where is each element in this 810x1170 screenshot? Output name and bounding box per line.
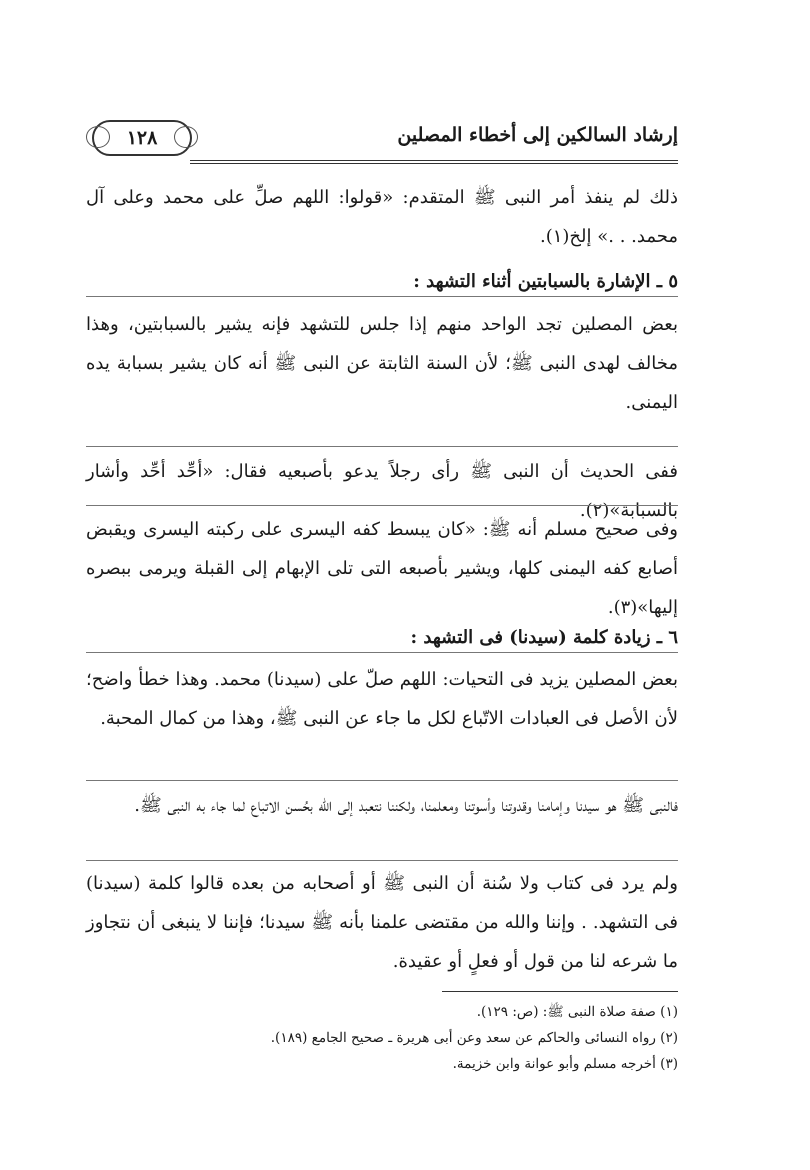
paragraph-7: ولم يرد فى كتاب ولا سُنة أن النبى ﷺ أو أصحابه من بعده قالوا كلمة (سيدنا) فى التشهد. . وإننا والله من مقتضى علمنا بأنه ﷺ سيدنا؛ فإننا لا ينبغى أن نتجاوز ما شرعه لنا من قول أو فعلٍ أو عقيدة. bbox=[86, 873, 678, 972]
page-header bbox=[92, 114, 678, 158]
header-rule bbox=[190, 160, 678, 164]
footnote-3: (٣) أخرجه مسلم وأبو عوانة وابن خزيمة. bbox=[452, 1056, 678, 1072]
paragraph-2: بعض المصلين تجد الواحد منهم إذا جلس للتشهد فإنه يشير بالسبابتين، وهذا مخالف لهدى النبى ﷺ؛ لأن السنة الثابتة عن النبى ﷺ أنه كان يشير بسبابة يده اليمنى. bbox=[86, 314, 678, 413]
paragraph-divider bbox=[86, 446, 678, 447]
paragraph-divider bbox=[86, 505, 678, 506]
section-divider bbox=[86, 296, 678, 297]
paragraph-6: فالنبى ﷺ هو سيدنا وإمامنا وقدوتنا وأسوتنا ومعلمنا، ولكننا نتعبد إلى الله بحُسن الاتباع لما جاء به النبى ﷺ. bbox=[134, 795, 678, 816]
running-title: إرشاد السالكين إلى أخطاء المصلين bbox=[397, 124, 678, 146]
footnote-rule bbox=[442, 991, 678, 992]
footnote-2: (٢) رواه النسائى والحاكم عن سعد وعن أبى هريرة ـ صحيح الجامع (١٨٩). bbox=[270, 1030, 678, 1046]
page-number: ١٢٨ bbox=[126, 127, 158, 149]
section-heading-6: ٦ ـ زيادة كلمة (سيدنا) فى التشهد : bbox=[410, 627, 678, 648]
paragraph-divider bbox=[86, 860, 678, 861]
footnote-1: (١) صفة صلاة النبى ﷺ: (ص: ١٢٩). bbox=[476, 1004, 678, 1020]
paragraph-5: بعض المصلين يزيد فى التحيات: اللهم صلّ على (سيدنا) محمد. وهذا خطأ واضح؛ لأن الأصل فى العبادات الاتّباع لكل ما جاء عن النبى ﷺ، وهذا من كمال المحبة. bbox=[86, 669, 678, 729]
paragraph-4: وفى صحيح مسلم أنه ﷺ: «كان يبسط كفه اليسرى على ركبته اليسرى ويقبض أصابع كفه اليمنى كلها، ويشير بأصبعه التى تلى الإبهام إلى القبلة ويرمى ببصره إليها»(٣). bbox=[86, 519, 678, 618]
section-divider bbox=[86, 652, 678, 653]
paragraph-divider bbox=[86, 780, 678, 781]
page-number-ornament bbox=[92, 120, 192, 156]
paragraph-3: ففى الحديث أن النبى ﷺ رأى رجلاً يدعو بأصبعيه فقال: «أحِّد أحِّد وأشار بالسبابة»(٢). bbox=[86, 461, 678, 521]
paragraph-1: ذلك لم ينفذ أمر النبى ﷺ المتقدم: «قولوا: اللهم صلِّ على محمد وعلى آل محمد. . .» إلخ(١). bbox=[86, 187, 678, 247]
section-heading-5: ٥ ـ الإشارة بالسبابتين أثناء التشهد : bbox=[413, 271, 678, 292]
